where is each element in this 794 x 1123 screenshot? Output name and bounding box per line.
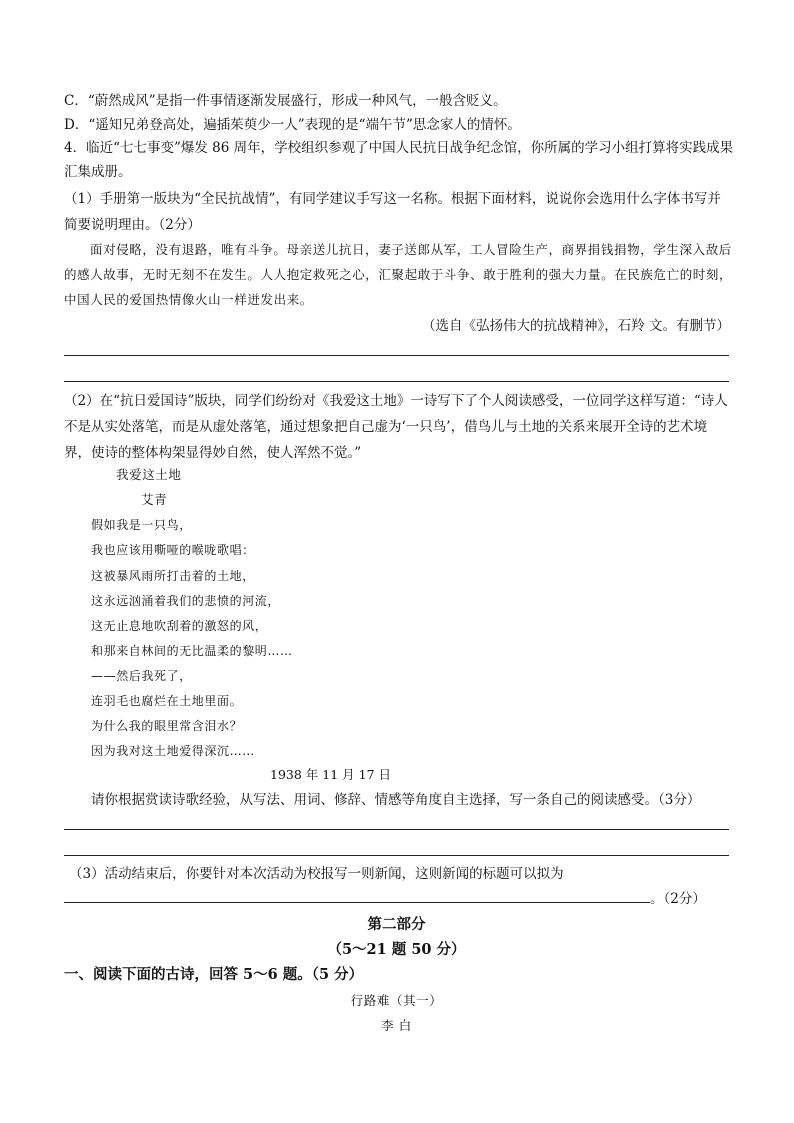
- question-4-2-prompt: （2）在“抗日爱国诗”版块，同学们纷纷对《我爱这土地》一诗写下了个人阅读感受，一位同学这样写道：“诗人不是从实处落笔，而是从虚处落笔，通过想象把自己虚为‘一只鸟’，借鸟儿与土地的关系来展开全诗的艺术境界，使诗的整体构架显得妙自然，使人浑然不觉。”: [64, 393, 728, 461]
- poem-line: 假如我是一只鸟，: [91, 518, 192, 532]
- poem-line: 因为我对这土地爱得深沉……: [91, 744, 255, 758]
- poem-line: 为什么我的眼里常含泪水？: [91, 719, 243, 733]
- answer-line-2[interactable]: [64, 381, 729, 382]
- poem-line: 和那来自林间的无比温柔的黎明……: [91, 644, 293, 658]
- ancient-poem-title: 行路难（其一）: [350, 993, 443, 1008]
- answer-line-4[interactable]: [64, 855, 729, 856]
- question-4-3-blank-row: [64, 888, 734, 909]
- part-2-title: 第二部分: [367, 916, 426, 933]
- poem-line: ——然后我死了，: [91, 669, 192, 683]
- poem-title: 我爱这土地: [116, 467, 182, 482]
- section-1-heading: 一、阅读下面的古诗，回答 5～6 题。（5 分）: [64, 966, 364, 983]
- answer-line-1[interactable]: [64, 355, 729, 356]
- poem-line: 连羽毛也腐烂在土地里面。: [91, 694, 243, 708]
- headline-answer-blank[interactable]: [64, 888, 650, 903]
- passage-source: （选自《弘扬伟大的抗战精神》，石羚 文。有删节）: [421, 318, 730, 334]
- poem-line: 我也应该用嘶哑的喉咙歌唱：: [91, 543, 255, 557]
- part-2-range: （5～21 题 50 分）: [327, 941, 466, 958]
- question-4-3-score: 。（2分）: [650, 891, 706, 907]
- poem-line: 这被暴风雨所打击着的土地，: [91, 569, 255, 583]
- ancient-poem-author: 李 白: [381, 1018, 412, 1033]
- poem-date: 1938 年 11 月 17 日: [270, 767, 391, 782]
- option-d: D．“遥知兄弟登高处，遍插茱萸少一人”表现的是“端午节”思念家人的情怀。: [64, 117, 521, 133]
- question-4-1-prompt: （1）手册第一版块为“全民抗战情”，有同学建议手写这一名称。根据下面材料，说说你会选用什么字体书写并简要说明理由。（2分）: [64, 191, 721, 233]
- poem-author: 艾青: [141, 492, 168, 507]
- poem-line: 这无止息地吹刮着的激怒的风，: [91, 619, 268, 633]
- question-4-2-task: 请你根据赏读诗歌经验，从写法、用词、修辞、情感等角度自主选择，写一条自己的阅读感受。（3分）: [91, 792, 701, 808]
- option-c: C．“蔚然成风”是指一件事情逐渐发展盛行，形成一种风气，一般含贬义。: [64, 93, 507, 109]
- question-4-intro: 4．临近“七七事变”爆发 86 周年，学校组织参观了中国人民抗日战争纪念馆，你所属的学习小组打算将实践成果汇集成册。: [64, 140, 734, 180]
- question-4-3-prompt: （3）活动结束后，你要针对本次活动为校报写一则新闻，这则新闻的标题可以拟为: [69, 866, 564, 882]
- poem-line: 这永远汹涌着我们的悲愤的河流，: [91, 594, 281, 608]
- handwriting-passage: 面对侵略，没有退路，唯有斗争。母亲送儿抗日，妻子送郎从军，工人冒险生产，商界捐钱捐物，学生深入敌后的感人故事，无时无刻不在发生。人人抱定救死之心，汇聚起敢于斗争、敢于胜利的强大力量。在民族危亡的时刻，中国人民的爱国热情像火山一样迸发出来。: [64, 242, 733, 307]
- answer-line-3[interactable]: [64, 829, 729, 830]
